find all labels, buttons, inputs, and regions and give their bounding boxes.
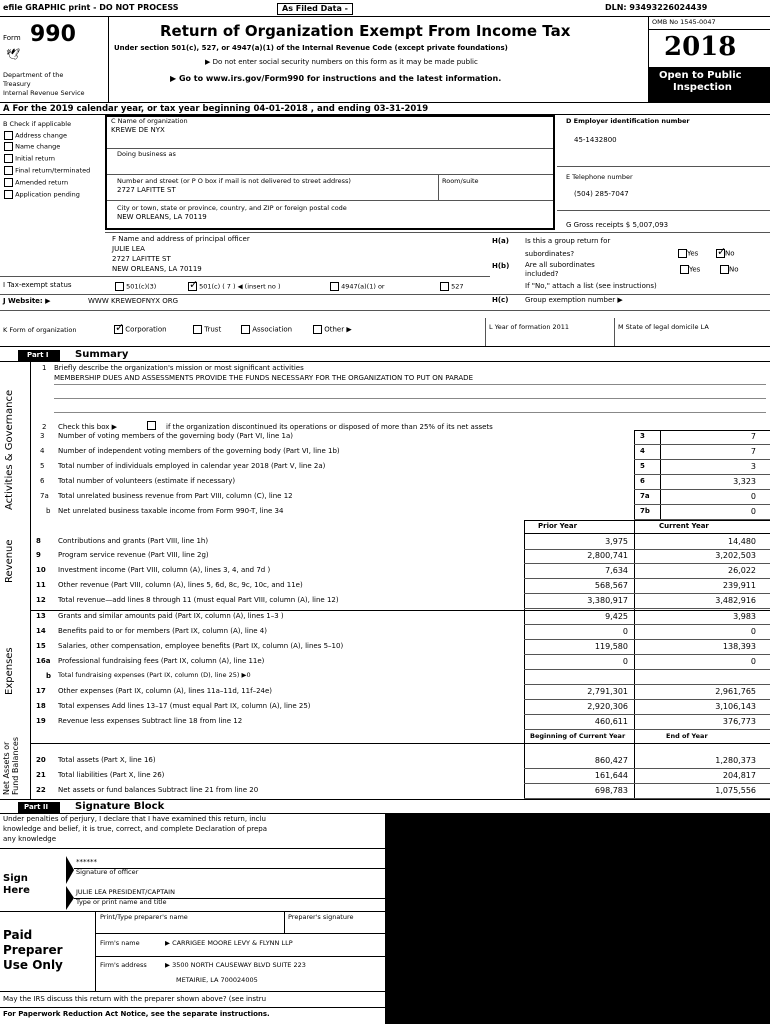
gov-line-num: 6 [40,477,45,485]
gov-line-num: b [46,507,51,515]
exp_lines-current: 376,773 [722,717,756,726]
exp_lines-prior: 460,611 [594,717,628,726]
gov-line-box: 7a [640,492,650,500]
form-corporation[interactable]: ✓ Corporation [114,325,167,334]
paid-label-2: Preparer [3,943,63,957]
exp_lines-num: 16a [36,657,51,665]
exp_lines-prior: 119,580 [594,642,628,651]
omb-number: OMB No 1545-0047 [652,18,716,26]
hb-yes[interactable]: Yes [680,265,700,274]
exp_lines-prior: 0 [622,627,628,636]
gov-line-text: Number of independent voting members of the governing body (Part VI, line 1b) [58,447,340,455]
line2-text-2: if the organization discontinued its operations or disposed of more than 25% of its net assets [166,423,493,431]
rev_lines-current: 239,911 [722,581,756,590]
exp_lines-text: Other expenses (Part IX, column (A), lines 11a–11d, 11f–24e) [58,687,273,695]
net_lines-current: 204,817 [722,771,756,780]
gov-line-box: 3 [640,432,645,440]
rev_lines-current: 26,022 [728,566,756,575]
dba-label: Doing business as [117,150,176,158]
sign-label-2: Here [3,885,30,896]
part1-title: Summary [75,349,129,360]
form-sub-2: ▶ Do not enter social security numbers on this form as it may be made public [205,58,478,66]
firm-address-label: Firm's address [100,961,147,969]
line1-num: 1 [42,364,47,372]
part1-tag: Part I [27,351,49,359]
exp_lines-prior: 2,791,301 [587,687,628,696]
check-initial-return[interactable]: Initial return [4,154,55,163]
rev_lines-current: 14,480 [728,537,756,546]
exp_lines-current: 3,106,143 [715,702,756,711]
ein-value: 45-1432800 [574,136,617,144]
rev_lines-text: Total revenue—add lines 8 through 11 (must equal Part VIII, column (A), line 12) [58,596,339,604]
rev_lines-prior: 7,634 [605,566,628,575]
city-label: City or town, state or province, country, and ZIP or foreign postal code [117,204,347,212]
net_lines-current: 1,280,373 [715,756,756,765]
open-public-2: Inspection [673,82,732,93]
eagle-icon: 🕊 [6,48,20,61]
exp_lines-text: Total expenses Add lines 13–17 (must equal Part IX, column (A), line 25) [58,702,311,710]
gov-line-box: 6 [640,477,645,485]
line2-num: 2 [42,423,47,431]
gov-line-value: 0 [750,507,756,516]
net_lines-prior: 698,783 [594,786,628,795]
exp_lines-num: 14 [36,627,46,635]
head-eoy: End of Year [666,732,708,740]
exp_lines-num: 13 [36,612,46,620]
dln: DLN: 93493226024439 [605,3,708,12]
website-label: J Website: ▶ [3,297,51,305]
status-527[interactable]: 527 [440,282,464,291]
officer-title: JULIE LEA PRESIDENT/CAPTAIN [76,888,175,896]
net_lines-text: Net assets or fund balances Subtract line 21 from line 20 [58,786,259,794]
exp_lines-num: b [46,672,52,680]
gov-line-num: 5 [40,462,45,470]
firm-name-label: Firm's name [100,939,140,947]
gov-line-text: Total number of volunteers (estimate if necessary) [58,477,236,485]
check-amended-return[interactable]: Amended return [4,178,68,187]
hb-text-3: If "No," attach a list (see instructions) [525,282,657,290]
line2-text: Check this box ▶ [58,423,118,431]
perjury-1: Under penalties of perjury, I declare that I have examined this return, inclu [3,815,266,823]
side-exp: Expenses [4,647,15,695]
form-sub-3: ▶ Go to www.irs.gov/Form990 for instructions and the latest information. [170,74,502,83]
officer-signature: ****** [76,858,97,866]
gov-line-text: Net unrelated business taxable income from Form 990-T, line 34 [58,507,284,515]
exp_lines-text: Total fundraising expenses (Part IX, column (D), line 25) ▶0 [58,671,251,679]
ha-text-2: subordinates? [525,250,575,258]
check-final-return[interactable]: Final return/terminated [4,166,90,175]
ha-tag: H(a) [492,237,509,245]
part2-tag: Part II [24,803,49,811]
net_lines-num: 20 [36,756,46,764]
exp_lines-current: 3,983 [733,612,756,621]
dept-2: Treasury [3,80,31,88]
banner-left: efile GRAPHIC print - DO NOT PROCESS [3,3,179,12]
exp_lines-num: 19 [36,717,46,725]
signature-label: Signature of officer [76,868,139,876]
check-address-change[interactable]: Address change [4,131,67,140]
exp_lines-num: 15 [36,642,46,650]
gov-line-num: 7a [40,492,49,500]
net_lines-num: 21 [36,771,46,779]
rev_lines-prior: 3,975 [605,537,628,546]
gov-line-value: 7 [750,432,756,441]
exp_lines-text: Professional fundraising fees (Part IX, column (A), line 11e) [58,657,265,665]
paid-label-3: Use Only [3,958,63,972]
gross-receipts: G Gross receipts $ 5,007,093 [566,221,669,229]
officer-name: JULIE LEA [112,245,145,253]
officer-street: 2727 LAFITTE ST [112,255,171,263]
gov-line-text: Total number of individuals employed in calendar year 2018 (Part V, line 2a) [58,462,326,470]
net_lines-text: Total assets (Part X, line 16) [58,756,156,764]
firm-address: ▶ 3500 NORTH CAUSEWAY BLVD SUITE 223 [165,961,306,969]
name-title-label: Type or print name and title [76,898,167,906]
street-label: Number and street (or P O box if mail is not delivered to street address) [117,177,351,185]
exp_lines-prior: 0 [622,657,628,666]
form-sub-1: Under section 501(c), 527, or 4947(a)(1) of the Internal Revenue Code (except private foundations) [114,44,508,52]
state-domicile: M State of legal domicile LA [618,323,709,331]
ha-text-1: Is this a group return for [525,237,611,245]
head-current-year: Current Year [659,522,709,530]
hb-text-1: Are all subordinates [525,261,595,269]
rev_lines-text: Investment income (Part VIII, column (A), lines 3, 4, and 7d ) [58,566,271,574]
rev_lines-prior: 3,380,917 [587,596,628,605]
gov-line-value: 3,323 [733,477,756,486]
exp_lines-text: Grants and similar amounts paid (Part IX, column (A), lines 1–3 ) [58,612,284,620]
side-net: Net Assets or Fund Balances [2,737,20,795]
net_lines-text: Total liabilities (Part X, line 26) [58,771,165,779]
preparer-sig-label: Preparer's signature [288,913,354,921]
room-label: Room/suite [442,177,479,185]
website-url: WWW KREWEOFNYX ORG [88,297,179,305]
rev_lines-prior: 568,567 [594,581,628,590]
form-trust[interactable]: Trust [193,325,221,334]
line1-value: MEMBERSHIP DUES AND ASSESSMENTS PROVIDE THE FUNDS NECESSARY FOR THE ORGANIZATION TO PUT ON PARADE [54,374,473,382]
rev_lines-num: 11 [36,581,46,589]
hb-tag: H(b) [492,262,510,270]
hb-text-2: included? [525,270,559,278]
discuss-text: May the IRS discuss this return with the preparer shown above? (see instru [3,995,267,1003]
line-a: A For the 2019 calendar year, or tax year beginning 04-01-2018 , and ending 03-31-2019 [3,104,429,114]
rev_lines-current: 3,482,916 [715,596,756,605]
side-gov: Activities & Governance [4,389,15,510]
net_lines-current: 1,075,556 [715,786,756,795]
redaction-block [385,813,770,1024]
form-association[interactable]: Association [241,325,292,334]
paid-label-1: Paid [3,928,33,942]
side-rev: Revenue [4,539,15,583]
firm-address-2: METAIRIE, LA 700024005 [176,976,258,984]
rev_lines-num: 10 [36,566,46,574]
line2-checkbox[interactable] [147,420,156,430]
exp_lines-prior: 9,425 [605,612,628,621]
org-name-label: C Name of organization [111,117,188,125]
dept-1: Department of the [3,71,64,79]
exp_lines-current: 2,961,765 [715,687,756,696]
exp_lines-text: Revenue less expenses Subtract line 18 from line 12 [58,717,243,725]
ha-yes[interactable]: Yes [678,249,698,258]
line1-text: Briefly describe the organization's mission or most significant activities [54,364,304,372]
exp_lines-current: 138,393 [722,642,756,651]
tax-year: 2018 [664,32,737,62]
rev_lines-prior: 2,800,741 [587,551,628,560]
paperwork-notice: For Paperwork Reduction Act Notice, see the separate instructions. [3,1010,270,1018]
part2-title: Signature Block [75,801,165,812]
status-4947[interactable]: 4947(a)(1) or [330,282,385,291]
ein-label: D Employer identification number [566,117,690,125]
form-other[interactable]: Other ▶ [313,325,352,334]
banner-mid: As Filed Data - [277,3,353,15]
exp_lines-num: 18 [36,702,46,710]
rev_lines-current: 3,202,503 [715,551,756,560]
rev_lines-num: 9 [36,551,41,559]
org-form-label: K Form of organization [3,326,77,334]
exp_lines-text: Salaries, other compensation, employee benefits (Part IX, column (A), lines 5–10) [58,642,344,650]
gov-line-box: 4 [640,447,645,455]
rev_lines-text: Other revenue (Part VIII, column (A), lines 5, 6d, 8c, 9c, 10c, and 11e) [58,581,303,589]
dept-3: Internal Revenue Service [3,89,85,97]
status-501c[interactable]: ✓ 501(c) ( 7 ) ◀ (insert no ) [188,282,281,291]
hc-text: Group exemption number ▶ [525,296,623,304]
gov-line-box: 7b [640,507,650,515]
preparer-name-label: Print/Type preparer's name [100,913,188,921]
gov-line-num: 4 [40,447,45,455]
form-title: Return of Organization Exempt From Income Tax [160,22,571,40]
section-b-title: B Check if applicable [3,120,72,128]
form-number: 990 [30,22,76,47]
exp_lines-current: 0 [750,657,756,666]
exp_lines-num: 17 [36,687,46,695]
check-name-change[interactable]: Name change [4,142,60,151]
exp_lines-prior: 2,920,306 [587,702,628,711]
open-public-1: Open to Public [659,70,742,81]
org-name: KREWE DE NYX [111,126,165,134]
firm-name: ▶ CARRIGEE MOORE LEVY & FLYNN LLP [165,939,293,947]
rev_lines-text: Contributions and grants (Part VIII, line 1h) [58,537,209,545]
net_lines-prior: 161,644 [594,771,628,780]
exp_lines-text: Benefits paid to or for members (Part IX, column (A), line 4) [58,627,267,635]
head-boy: Beginning of Current Year [530,732,626,740]
head-prior-year: Prior Year [538,522,578,530]
officer-label: F Name and address of principal officer [112,235,250,243]
hc-tag: H(c) [492,296,509,304]
form-word: Form [3,34,21,42]
gov-line-value: 0 [750,492,756,501]
ha-no[interactable]: ✓ No [716,249,735,258]
gov-line-value: 3 [750,462,756,471]
net_lines-prior: 860,427 [594,756,628,765]
rev_lines-text: Program service revenue (Part VIII, line 2g) [58,551,209,559]
phone-value: (504) 285-7047 [574,190,629,198]
tax-exempt-label: I Tax-exempt status [3,281,72,289]
gov-line-num: 3 [40,432,45,440]
year-formation: L Year of formation 2011 [489,323,570,331]
street-address: 2727 LAFITTE ST [117,186,176,194]
gov-line-text: Number of voting members of the governing body (Part VI, line 1a) [58,432,294,440]
sign-label-1: Sign [3,873,28,884]
status-501c3[interactable]: 501(c)(3) [115,282,156,291]
rev_lines-num: 12 [36,596,46,604]
gov-line-text: Total unrelated business revenue from Part VIII, column (C), line 12 [58,492,293,500]
gov-line-box: 5 [640,462,645,470]
rev_lines-num: 8 [36,537,41,545]
gov-line-value: 7 [750,447,756,456]
perjury-3: any knowledge [3,835,57,843]
city-address: NEW ORLEANS, LA 70119 [117,213,207,221]
net_lines-num: 22 [36,786,46,794]
hb-no[interactable]: No [720,265,739,274]
exp_lines-current: 0 [750,627,756,636]
officer-city: NEW ORLEANS, LA 70119 [112,265,202,273]
check-application-pending[interactable]: Application pending [4,190,80,199]
perjury-2: knowledge and belief, it is true, correct, and complete Declaration of prepa [3,825,268,833]
phone-label: E Telephone number [566,173,633,181]
